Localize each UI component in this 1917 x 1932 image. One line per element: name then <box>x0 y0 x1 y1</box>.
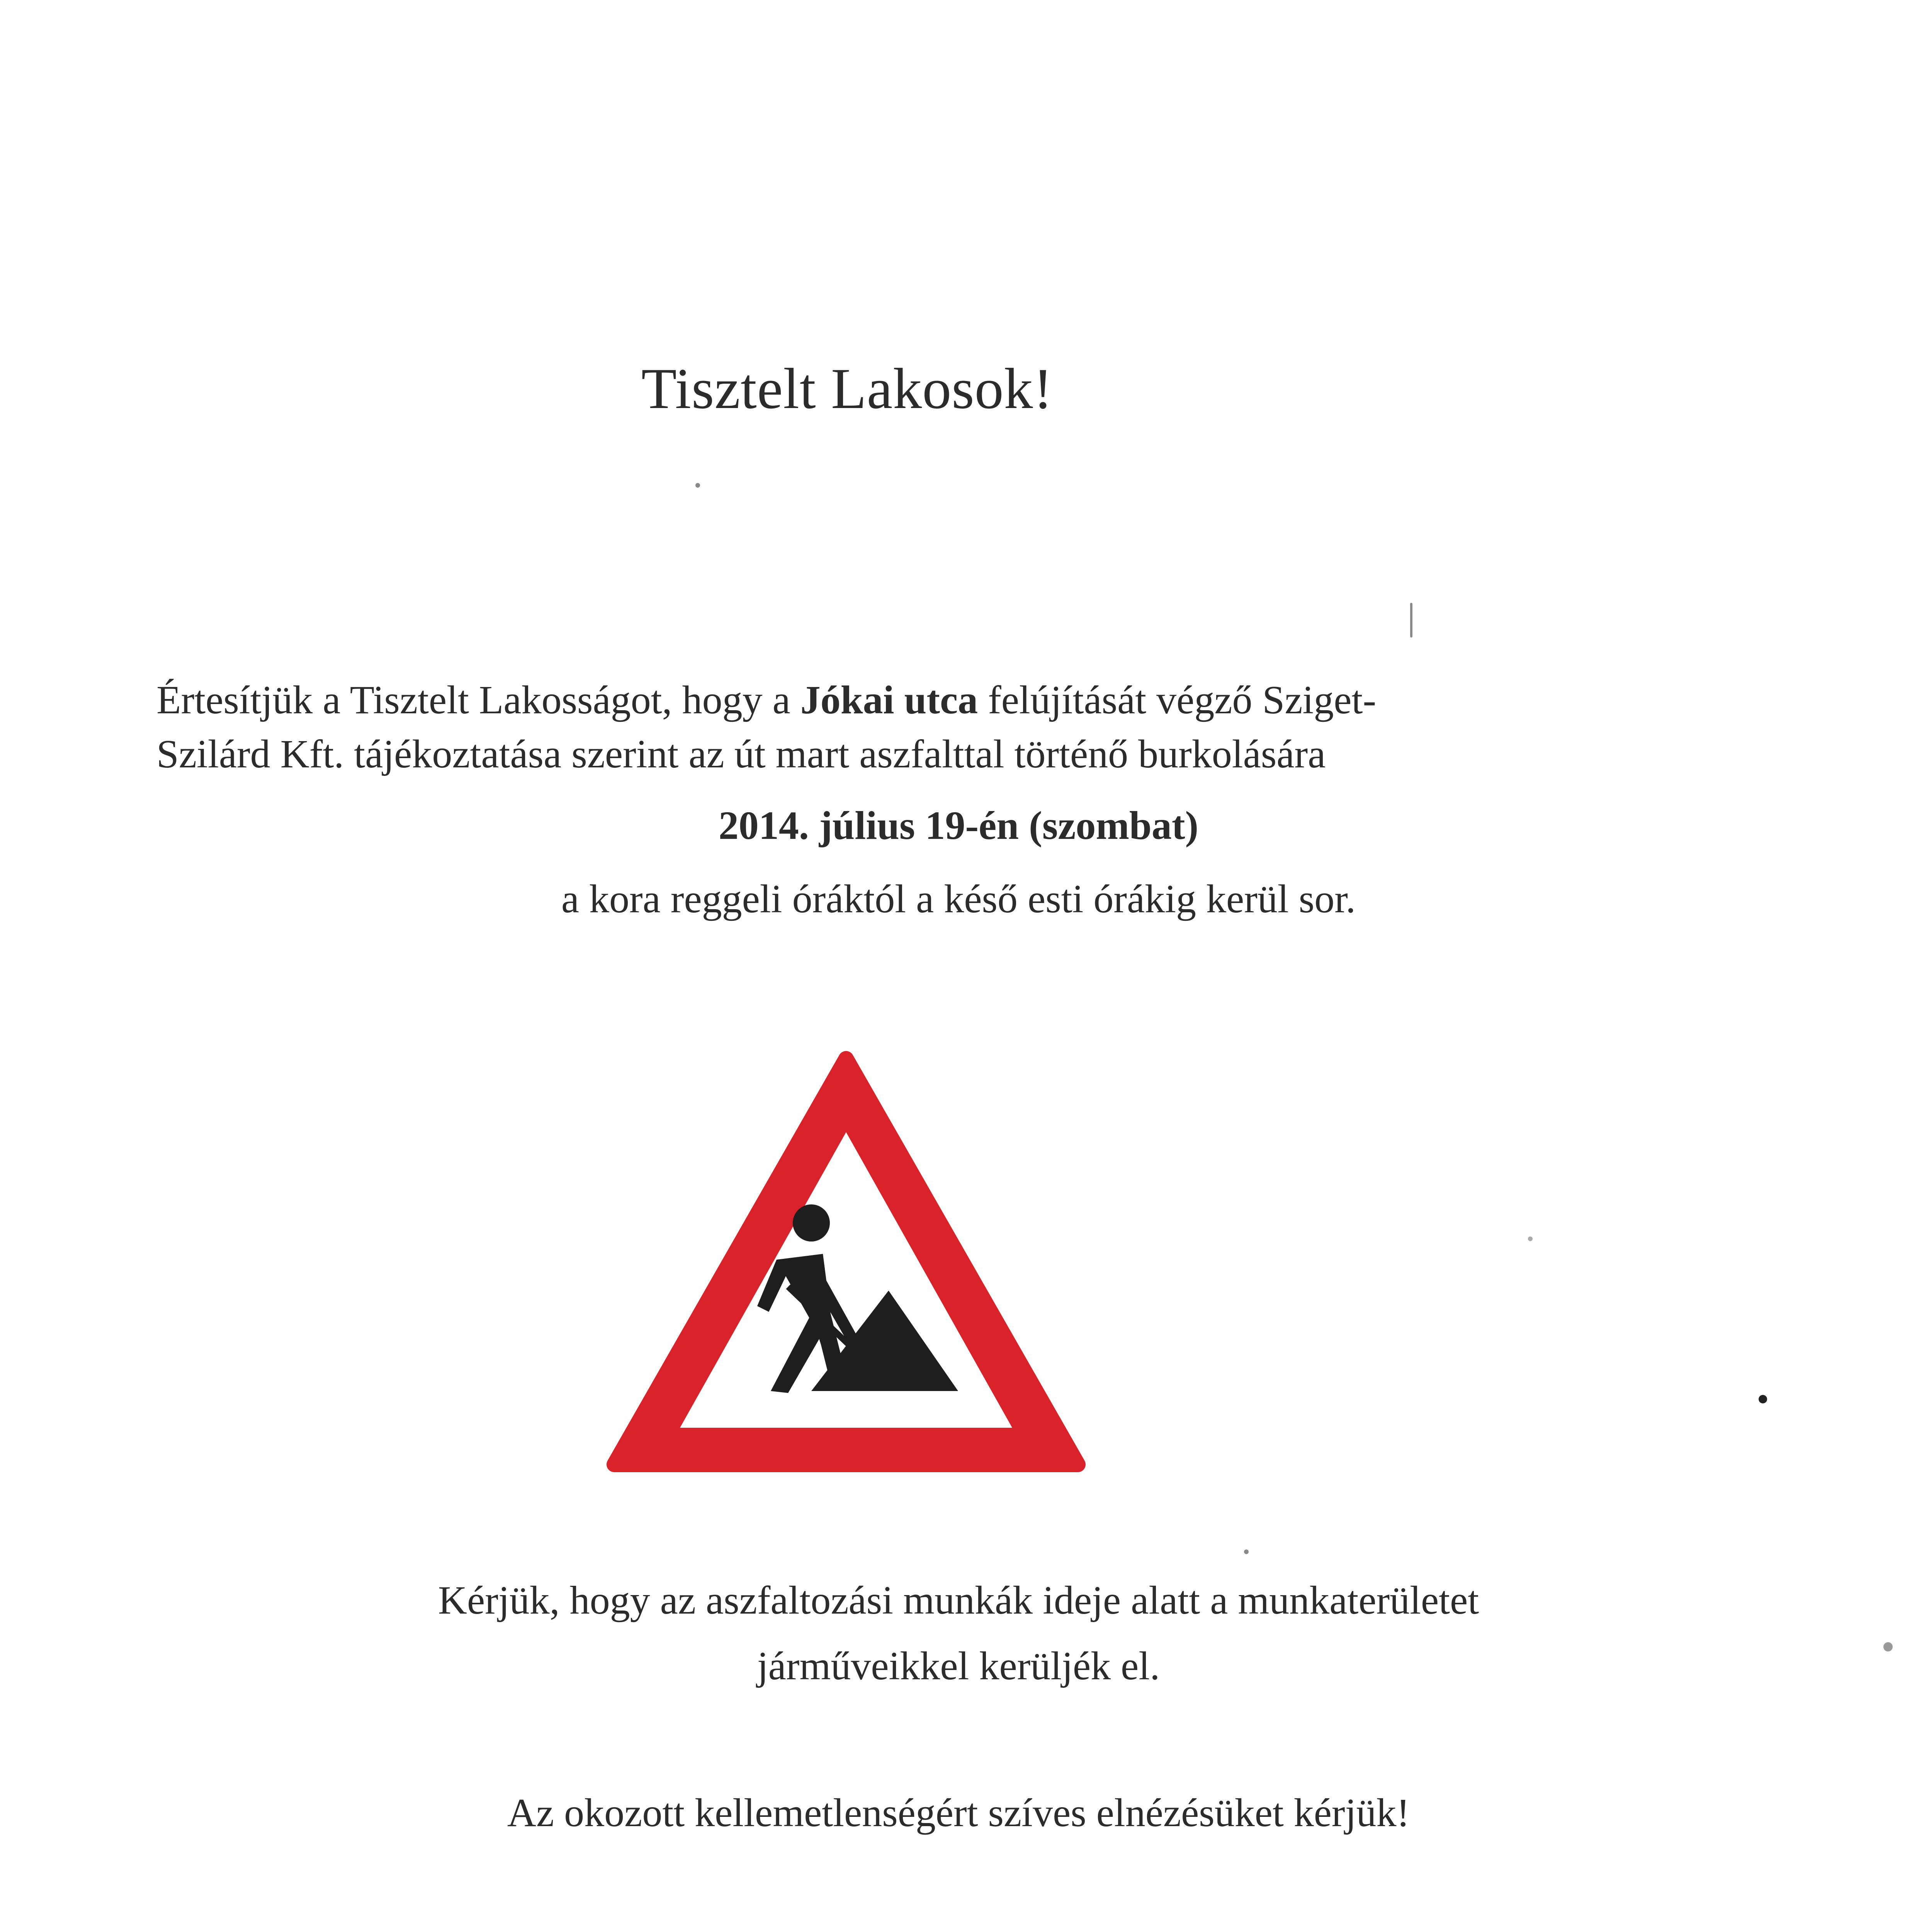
scan-speck <box>1759 1395 1767 1403</box>
paragraph1-line1-suffix: felújítását végző Sziget- <box>978 678 1377 722</box>
paragraph1-line1-prefix: Értesítjük a Tisztelt Lakosságot, hogy a <box>156 678 800 722</box>
scan-speck <box>1883 1642 1893 1651</box>
scan-speck <box>1528 1236 1533 1241</box>
work-date <box>0 803 1917 848</box>
scan-speck <box>695 483 700 488</box>
paragraph1-line4: a kora reggeli óráktól a késő esti órákig kerül sor. <box>561 877 1356 921</box>
notice-title: Tisztelt Lakosok! <box>641 357 1053 421</box>
apology-line: Az okozott kellemetlenségért szíves elnézésüket kérjük! <box>507 1791 1410 1835</box>
road-works-warning-sign-icon <box>595 1043 1097 1480</box>
scan-speck <box>1244 1549 1249 1554</box>
paragraph1-line2: Szilárd Kft. tájékoztatása szerint az út mart aszfalttal történő burkolására <box>156 732 1326 776</box>
paragraph2-line1: Kérjük, hogy az aszfaltozási munkák ideje alatt a munkaterületet <box>438 1578 1479 1622</box>
paragraph1-line1 <box>156 680 1376 720</box>
work-date-text: 2014. július 19-én (szombat) <box>718 803 1199 848</box>
street-name: Jókai utca <box>800 678 978 722</box>
scan-speck <box>1410 603 1412 638</box>
paragraph2-line2: járműveikkel kerüljék el. <box>757 1644 1160 1688</box>
